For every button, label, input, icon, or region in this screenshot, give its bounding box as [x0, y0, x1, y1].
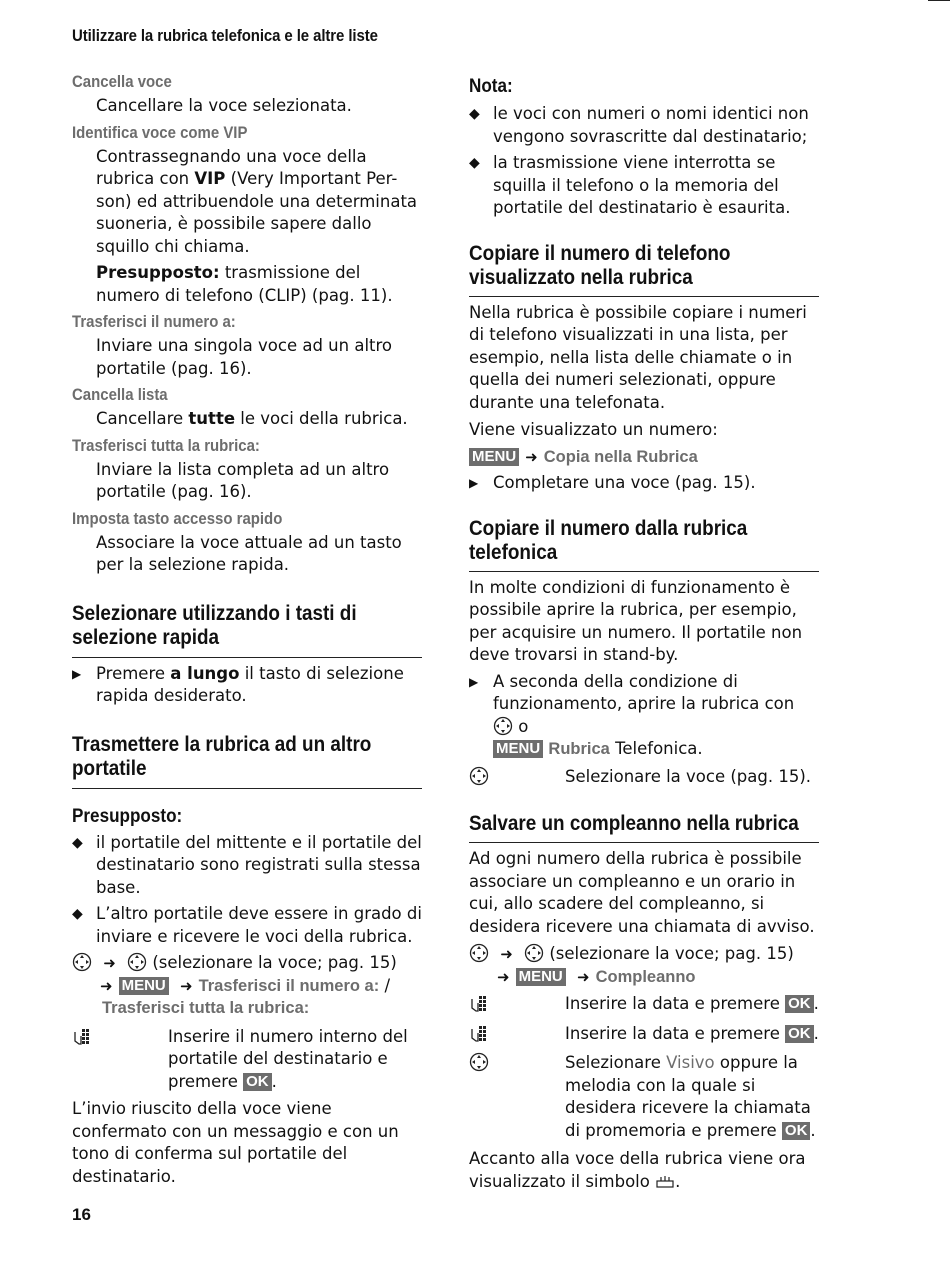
nota-heading: Nota:: [469, 76, 513, 97]
term-trasferisci-numero: Trasferisci il numero a:: [72, 312, 236, 331]
menu-option-trasferisci-tutta[interactable]: Trasferisci tutta la rubrica:: [102, 999, 310, 1017]
keypad-icon: [469, 993, 489, 1013]
menu-key[interactable]: MENU: [516, 968, 566, 986]
paragraph: In molte condizioni di funzionamento è possibile aprire la rubrica, per esempio, per acquisire un numero. Il portatile non deve trovarsi in stand-by.: [469, 577, 803, 664]
arrow-icon: ➜: [500, 945, 513, 963]
arrow-right-icon: ▶: [469, 476, 479, 490]
divider: [469, 296, 819, 297]
term-tasto-rapido: Imposta tasto accesso rapido: [72, 508, 283, 528]
desc-vip: Contrassegnando una voce della rubrica con VIP (Very Important Per- son) ed attribuendole una determinata suoneria, è possibile sapere dallo squillo chi chiama.: [96, 146, 418, 256]
heading-copiare-numero-rubrica: Copiare il numero dalla rubrica telefonica: [469, 516, 748, 564]
diamond-bullet-icon: ◆: [469, 155, 480, 171]
keypad-step: Inserire il numero interno del portatile del destinatario e premere OK .: [72, 1026, 422, 1094]
arrow-icon: ➜: [100, 976, 113, 995]
navigation-key-icon: [72, 952, 92, 972]
navigation-key-icon: [469, 943, 489, 963]
nav-step-birthday: ➜ (selezionare la voce; pag. 15) ➜ MENU ➜ Compleanno: [469, 943, 819, 988]
birthday-cake-icon: [655, 1174, 675, 1188]
navigation-key-icon: [127, 952, 147, 972]
desc-cancella-voce: Cancellare la voce selezionata.: [96, 96, 352, 115]
term-trasferisci-tutta: Trasferisci tutta la rubrica:: [72, 435, 260, 455]
divider: [469, 571, 819, 572]
desc-trasferisci-tutta: Inviare la lista completa ad un altro portatile (pag. 16).: [96, 459, 390, 501]
menu-key[interactable]: MENU: [119, 977, 169, 995]
desc-cancella-lista: Cancellare tutte le voci della rubrica.: [96, 409, 408, 428]
divider: [72, 657, 422, 658]
term-cancella-voce: Cancella voce: [72, 72, 172, 91]
list-item: ◆ la trasmissione viene interrotta se squilla il telefono o la memoria del portatile del destinatario è esaurita.: [469, 152, 819, 220]
paragraph: Ad ogni numero della rubrica è possibile associare un compleanno e un orario in cui, allo scadere del compleanno, si desidera ricevere una chiamata di avviso.: [469, 849, 815, 936]
subheading-presupposto: Presupposto:: [72, 805, 183, 827]
heading-salvare-compleanno: Salvare un compleanno nella rubrica: [469, 812, 799, 835]
arrow-icon: ➜: [180, 976, 193, 995]
nav-step: Selezionare Visivo oppure la melodia con la quale si desidera ricevere la chiamata di promemoria e premere OK .: [469, 1052, 819, 1142]
menu-key[interactable]: MENU: [493, 740, 543, 758]
divider: [72, 788, 422, 789]
arrow-icon: ➜: [497, 967, 510, 986]
nav-step-transfer: ➜ (selezionare la voce; pag. 15) ➜ MENU ➜ Trasferisci il numero a: / Trasferisci tutta la rubrica:: [72, 952, 422, 1020]
corner-mark: [928, 0, 950, 1]
menu-key[interactable]: MENU: [469, 448, 519, 466]
presupposto-vip: Presupposto: trasmissione del numero di telefono (CLIP) (pag. 11).: [96, 263, 393, 305]
arrow-icon: ➜: [103, 954, 116, 972]
ok-key[interactable]: OK: [782, 1122, 811, 1140]
navigation-key-icon: [469, 766, 489, 786]
step: ▶ A seconda della condizione di funzionamento, aprire la rubrica con o MENU Rubrica Telefonica.: [469, 671, 819, 761]
paragraph: Nella rubrica è possibile copiare i numeri di telefono visualizzati in una lista, per esempio, nella lista delle chiamate o in quella dei numeri selezionati, oppure durante una telefonata.: [469, 302, 807, 412]
list-item: ◆ L’altro portatile deve essere in grado di inviare e ricevere le voci della rubrica.: [72, 903, 422, 948]
arrow-right-icon: ▶: [72, 666, 82, 681]
arrow-icon: ➜: [525, 447, 538, 466]
heading-trasmettere-rubrica: Trasmettere la rubrica ad un altro portatile: [72, 732, 372, 780]
ok-key[interactable]: OK: [243, 1073, 272, 1091]
navigation-key-icon: [493, 716, 513, 736]
diamond-bullet-icon: ◆: [469, 106, 480, 122]
term-cancella-lista: Cancella lista: [72, 385, 168, 404]
page-header: Utilizzare la rubrica telefonica e le altre liste: [72, 26, 378, 45]
menu-option-copia-rubrica[interactable]: Copia nella Rubrica: [543, 447, 698, 466]
menu-option-compleanno[interactable]: Compleanno: [595, 967, 696, 986]
ok-key[interactable]: OK: [785, 1025, 814, 1043]
keypad-icon: [469, 1023, 489, 1043]
closing-paragraph: Accanto alla voce della rubrica viene ora visualizzato il simbolo .: [469, 1149, 806, 1191]
keypad-step: Inserire la data e premere OK .: [469, 1023, 819, 1047]
heading-selezione-rapida: Selezionare utilizzando i tasti di selezione rapida: [72, 601, 357, 649]
term-vip: Identifica voce come VIP: [72, 122, 248, 142]
arrow-right-icon: ▶: [469, 674, 479, 689]
list-item: ◆ il portatile del mittente e il portatile del destinatario sono registrati sulla stessa base.: [72, 832, 422, 900]
diamond-bullet-icon: ◆: [72, 906, 83, 922]
ok-key[interactable]: OK: [785, 995, 814, 1013]
menu-option-trasferisci-numero[interactable]: Trasferisci il numero a:: [198, 976, 380, 995]
right-column: [469, 72, 819, 1193]
menu-path: [469, 446, 819, 469]
navigation-key-icon: [469, 1052, 489, 1072]
nav-step: Selezionare la voce (pag. 15).: [469, 766, 819, 789]
list-item: ◆ le voci con numeri o nomi identici non vengono sovrascritte dal destinatario;: [469, 103, 819, 148]
option-visivo[interactable]: Visivo: [666, 1053, 715, 1072]
left-column: [72, 72, 422, 1188]
diamond-bullet-icon: ◆: [72, 834, 83, 851]
heading-copiare-numero-telefono: Copiare il numero di telefono visualizzato nella rubrica: [469, 241, 731, 289]
desc-tasto-rapido: Associare la voce attuale ad un tasto per la selezione rapida.: [96, 532, 402, 574]
menu-option-rubrica[interactable]: Rubrica: [548, 740, 610, 758]
paragraph: Viene visualizzato un numero:: [469, 420, 718, 439]
step: ▶ Completare una voce (pag. 15).: [469, 472, 819, 495]
divider: [469, 842, 819, 843]
navigation-key-icon: [524, 943, 544, 963]
keypad-icon: [72, 1026, 92, 1046]
page-number: 16: [72, 1205, 91, 1224]
keypad-step: Inserire la data e premere OK .: [469, 993, 819, 1017]
step-selezione-rapida: ▶ Premere a lungo il tasto di selezione rapida desiderato.: [72, 663, 422, 708]
desc-trasferisci-numero: Inviare una singola voce ad un altro portatile (pag. 16).: [96, 336, 393, 378]
arrow-icon: ➜: [577, 967, 590, 986]
closing-paragraph: L’invio riuscito della voce viene confermato con un messaggio e con un tono di conferma sul portatile del destinatario.: [72, 1099, 399, 1186]
